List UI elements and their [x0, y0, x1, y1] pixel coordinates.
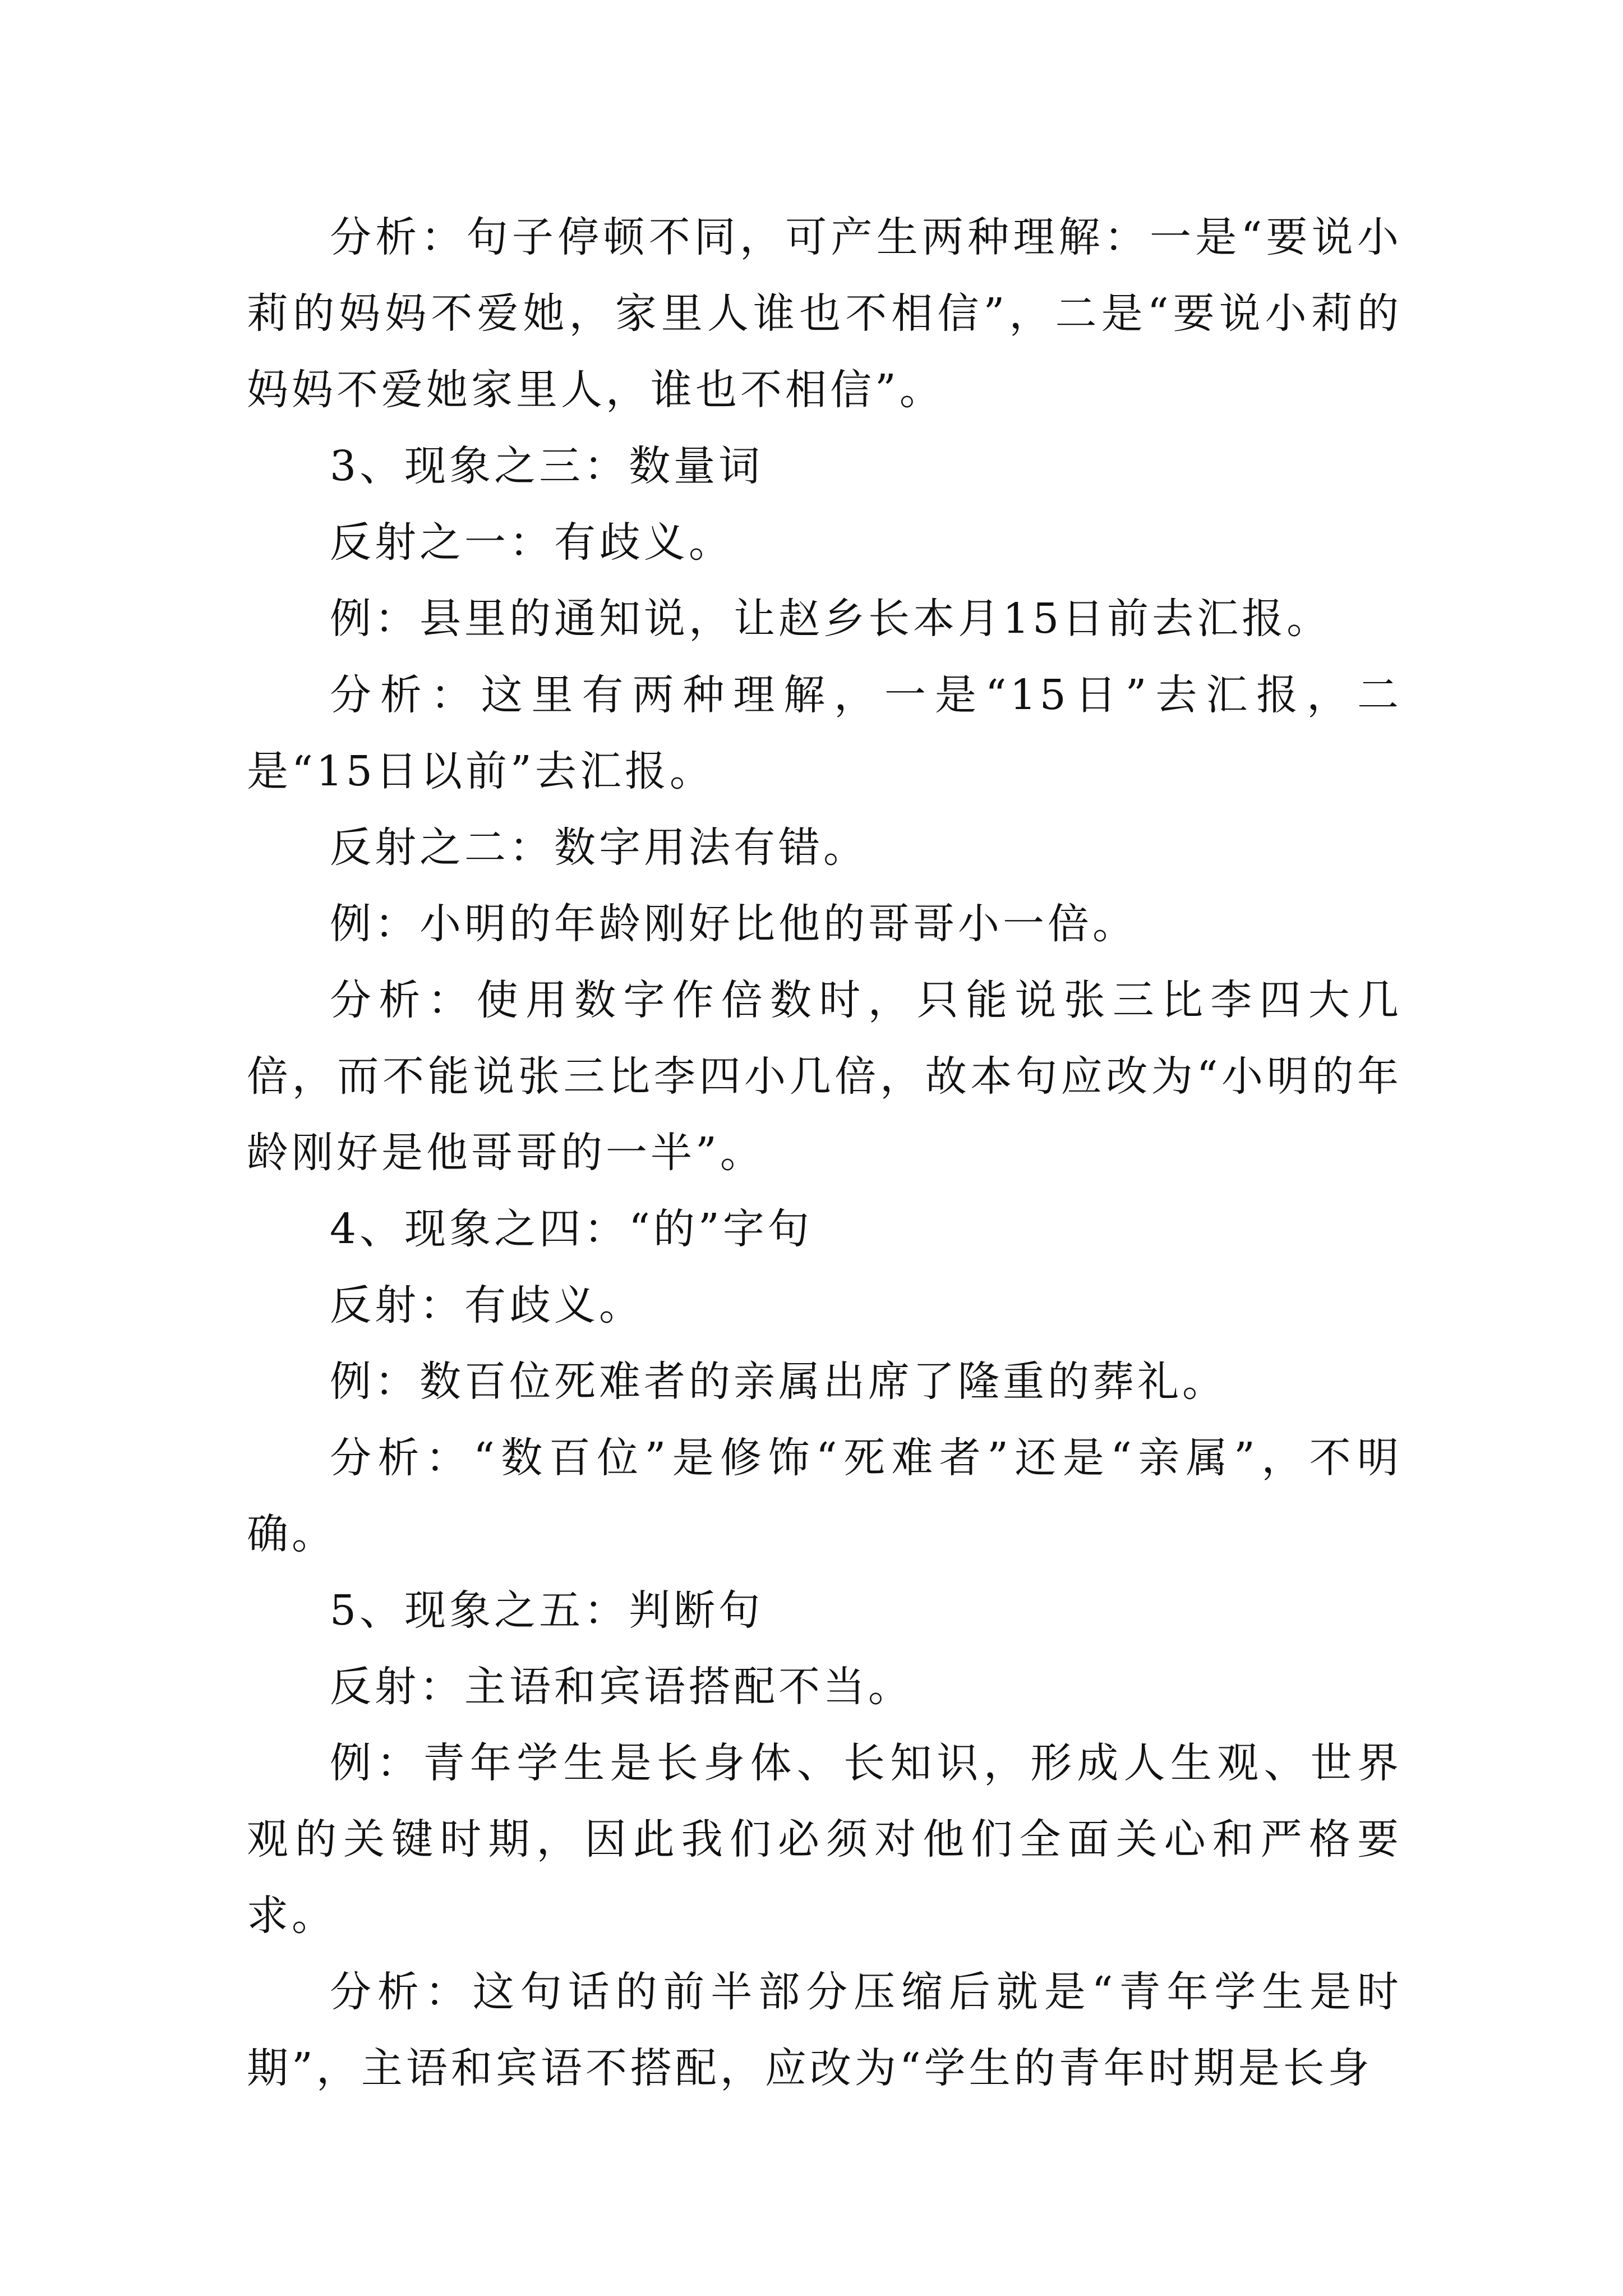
paragraph: 反射之一：有歧义。: [330, 518, 734, 567]
paragraph: 反射：有歧义。: [330, 1281, 644, 1329]
paragraph: 例：青年学生是长身体、长知识，形成人生观、世界观的关键时期，因此我们必须对他们全面关心和严格要求。: [247, 1739, 1402, 1940]
paragraph: 分析：这句话的前半部分压缩后就是“青年学生是时期”，主语和宾语不搭配，应改为“学生的青年时期是长身: [247, 1968, 1402, 2092]
paragraph: 反射之二：数字用法有错。: [330, 823, 868, 872]
document-body: [247, 199, 1402, 2106]
paragraph: 反射：主语和宾语搭配不当。: [330, 1663, 913, 1711]
paragraph: 例：县里的通知说，让赵乡长本月15日前去汇报。: [330, 595, 1332, 643]
paragraph: 分析：“数百位”是修饰“死难者”还是“亲属”，不明确。: [247, 1434, 1402, 1558]
section-heading: 5、现象之五：判断句: [330, 1586, 764, 1635]
paragraph: 分析：句子停顿不同，可产生两种理解：一是“要说小莉的妈妈不爱她，家里人谁也不相信”，二是“要说小莉的妈妈不爱她家里人，谁也不相信”。: [247, 213, 1402, 414]
paragraph: 例：小明的年龄刚好比他的哥哥小一倍。: [330, 900, 1137, 948]
section-heading: 4、现象之四：“的”字句: [330, 1205, 813, 1253]
paragraph: 例：数百位死难者的亲属出席了隆重的葬礼。: [330, 1358, 1227, 1406]
paragraph: 分析：使用数字作倍数时，只能说张三比李四大几倍，而不能说张三比李四小几倍，故本句应改为“小明的年龄刚好是他哥哥的一半”。: [247, 976, 1402, 1177]
section-heading: 3、现象之三：数量词: [330, 442, 764, 490]
paragraph: 分析：这里有两种理解，一是“15日”去汇报，二是“15日以前”去汇报。: [247, 671, 1402, 795]
